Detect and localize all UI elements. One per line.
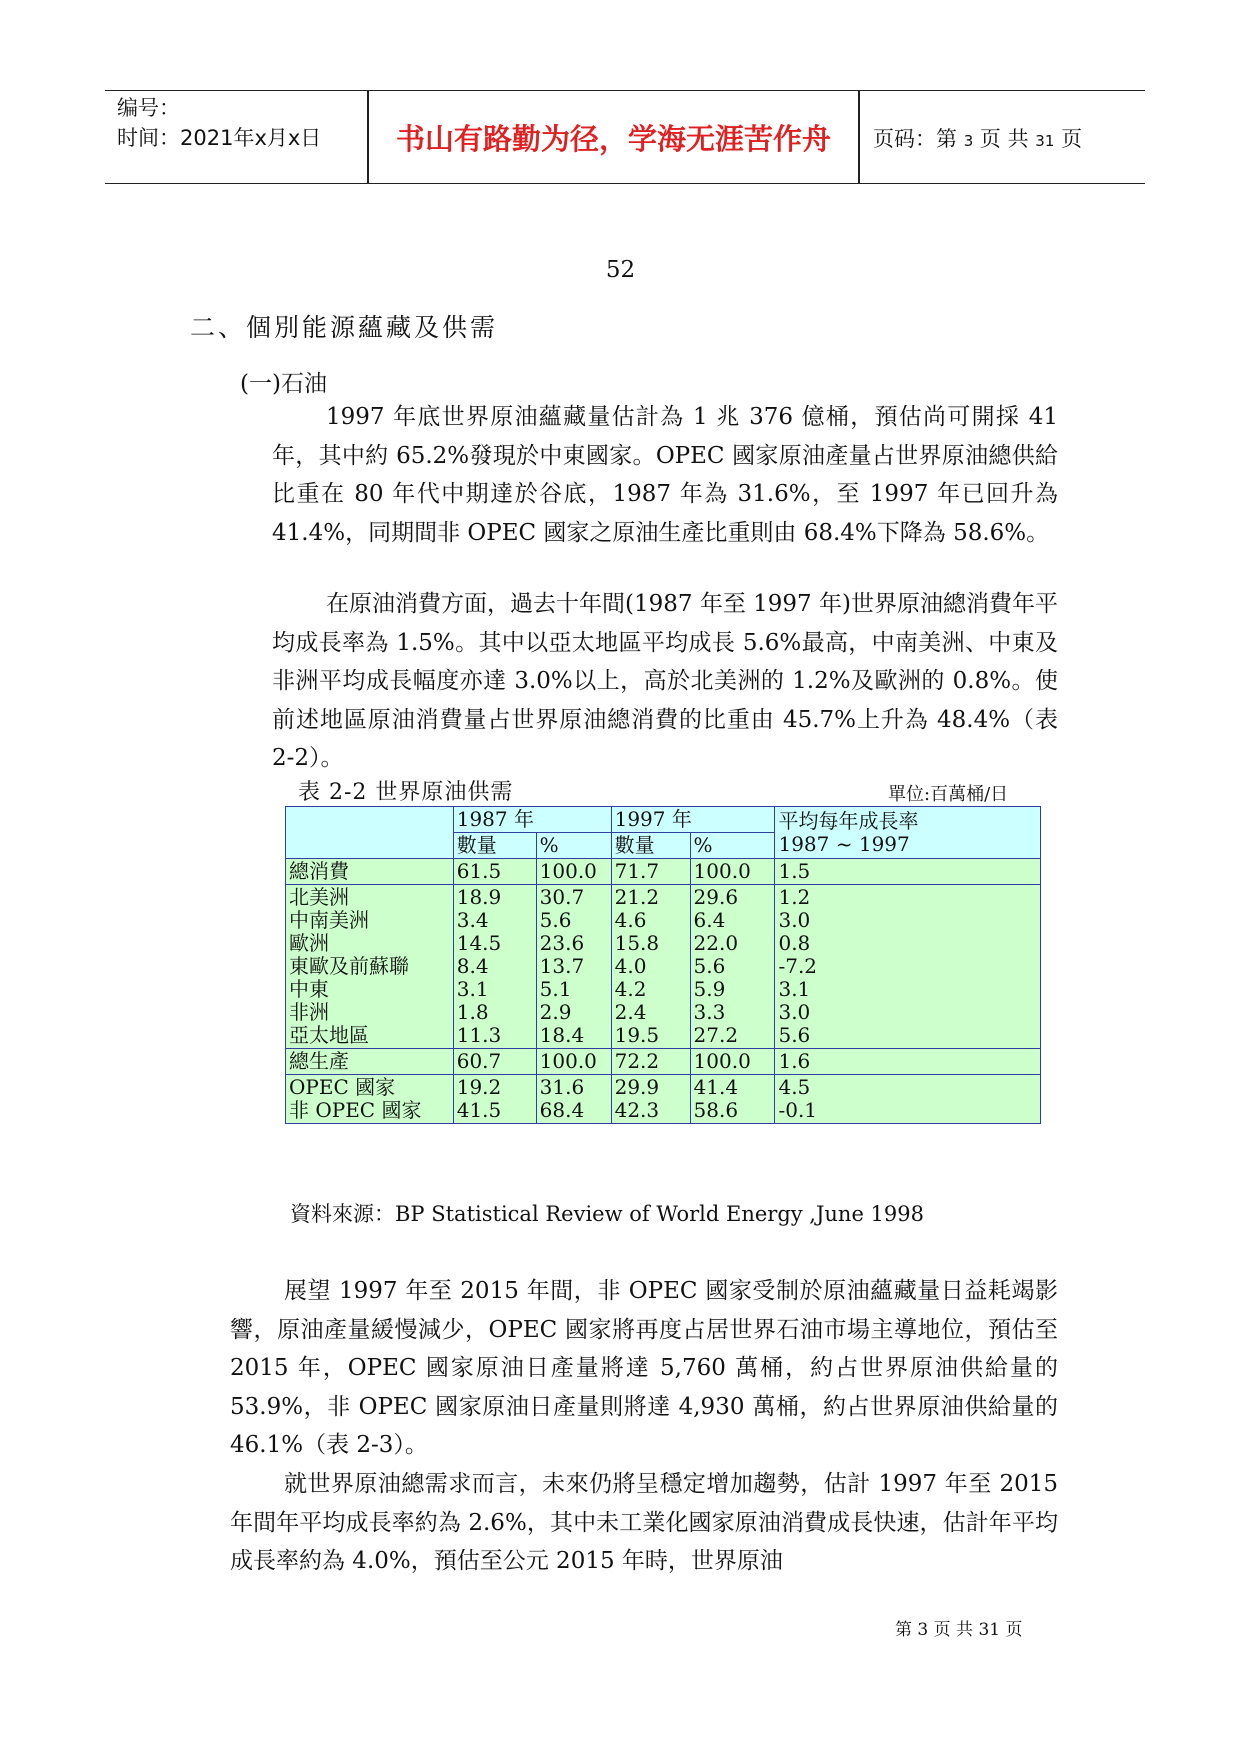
producer-labels xyxy=(286,1075,454,1124)
cell-value: -0.1 xyxy=(778,1098,818,1122)
footer-total: 31 xyxy=(978,1620,1001,1640)
pct-header: % xyxy=(690,833,775,859)
cell-value: 0.8 xyxy=(778,931,811,955)
page-number: 52 xyxy=(605,257,636,283)
cell-value: 2.4 xyxy=(614,1000,647,1024)
growth-header-label: 平均每年成長率 xyxy=(778,808,919,833)
producer-label: OPEC 國家 xyxy=(289,1075,396,1099)
cell-p87: 100.0 xyxy=(536,1049,611,1075)
cell-value: 13.7 xyxy=(539,954,585,978)
paragraph: 展望 1997 年至 2015 年間，非 OPEC 國家受制於原油蘊藏量日益耗竭影響，原油產量緩慢減少，OPEC 國家將再度占居世界石油市場主導地位，預估至 2015 年，OPEC 國家原油日產量將達 5,760 萬桶，約占世界原油供給量的 53.9%，非 OPEC 國家原油日產量則將達 4,930 萬桶，約占世界原油供給量的 46.1%（表 2-3）。 xyxy=(230,1278,1058,1458)
paragraph: 1997 年底世界原油蘊藏量估計為 1 兆 376 億桶，預估尚可開採 41 年，其中約 65.2%發現於中東國家。OPEC 國家原油產量占世界原油總供給比重在 80 年代中期達於谷底，1987 年為 31.6%，至 1997 年已回升為 41.4%，同期間非 OPEC 國家之原油生產比重則由 68.4%下降為 58.6%。 xyxy=(272,404,1058,546)
cell-value: 58.6 xyxy=(693,1098,739,1122)
time-label: 时间：2021年x月x日 xyxy=(117,126,322,150)
region-label: 中南美洲 xyxy=(289,908,369,932)
cell-value: 3.1 xyxy=(778,977,811,1001)
cell-value: 31.6 xyxy=(539,1075,585,1099)
table-row xyxy=(286,859,1041,885)
cell-q87: 61.5 xyxy=(453,859,536,885)
cell-value: 4.0 xyxy=(614,954,647,978)
table-caption: 表 2-2 世界原油供需 xyxy=(298,780,514,805)
region-labels xyxy=(286,885,454,1049)
producer-q87 xyxy=(453,1075,536,1124)
cell-value: 14.5 xyxy=(456,931,502,955)
cell-value: 18.4 xyxy=(539,1023,585,1047)
region-growth xyxy=(775,885,1041,1049)
table-row xyxy=(286,885,1041,1049)
cell-value: 29.6 xyxy=(693,885,739,909)
region-label: 非洲 xyxy=(289,1000,329,1024)
page-header xyxy=(105,90,1145,184)
cell-value: 5.1 xyxy=(539,977,572,1001)
footer-middle: 页 共 xyxy=(933,1620,974,1640)
cell-value: 18.9 xyxy=(456,885,502,909)
region-p87 xyxy=(536,885,611,1049)
page-current: 3 xyxy=(963,132,974,150)
region-label: 北美洲 xyxy=(289,885,349,909)
cell-value: 1.2 xyxy=(778,885,811,909)
table-corner-cell xyxy=(286,807,454,859)
cell-value: 29.9 xyxy=(614,1075,660,1099)
cell-growth: 1.5 xyxy=(775,859,1041,885)
page-total: 31 xyxy=(1035,132,1055,150)
cell-value: 22.0 xyxy=(693,931,739,955)
cell-value: 5.6 xyxy=(778,1023,811,1047)
region-label: 歐洲 xyxy=(289,931,329,955)
header-motto: 书山有路勤为径，学海无涯苦作舟 xyxy=(395,122,831,156)
producer-p87 xyxy=(536,1075,611,1124)
number-label: 编号： xyxy=(117,96,180,120)
cell-value: 5.6 xyxy=(539,908,572,932)
footer-suffix: 页 xyxy=(1005,1620,1023,1640)
cell-value: 21.2 xyxy=(614,885,660,909)
page-footer xyxy=(895,1615,1023,1640)
cell-value: 5.9 xyxy=(693,977,726,1001)
cell-value: 23.6 xyxy=(539,931,585,955)
section-title: 二、個別能源蘊藏及供需 xyxy=(190,313,499,342)
region-label: 亞太地區 xyxy=(289,1023,369,1047)
producer-growth xyxy=(775,1075,1041,1124)
cell-p97: 100.0 xyxy=(690,859,775,885)
cell-q87: 60.7 xyxy=(453,1049,536,1075)
growth-header-range: 1987 ~ 1997 xyxy=(778,831,910,856)
region-q87 xyxy=(453,885,536,1049)
cell-value: 5.6 xyxy=(693,954,726,978)
cell-value: 30.7 xyxy=(539,885,585,909)
cell-value: 3.1 xyxy=(456,977,489,1001)
table-row xyxy=(286,1075,1041,1124)
cell-value: 3.0 xyxy=(778,1000,811,1024)
pct-header: % xyxy=(536,833,611,859)
year-1997-header: 1997 年 xyxy=(611,807,775,833)
cell-value: 3.0 xyxy=(778,908,811,932)
cell-value: 2.9 xyxy=(539,1000,572,1024)
cell-q97: 71.7 xyxy=(611,859,690,885)
cell-value: -7.2 xyxy=(778,954,818,978)
cell-growth: 1.6 xyxy=(775,1049,1041,1075)
cell-p97: 100.0 xyxy=(690,1049,775,1075)
cell-value: 3.4 xyxy=(456,908,489,932)
qty-header: 數量 xyxy=(611,833,690,859)
region-p97 xyxy=(690,885,775,1049)
subsection-title: (一)石油 xyxy=(240,371,327,397)
page-prefix: 页码：第 xyxy=(873,127,957,151)
paragraph: 在原油消費方面，過去十年間(1987 年至 1997 年)世界原油總消費年平均成長率為 1.5%。其中以亞太地區平均成長 5.6%最高，中南美洲、中東及非洲平均成長幅度亦達 3.0%以上，高於北美洲的 1.2%及歐洲的 0.8%。使前述地區原油消費量占世界原油總消費的比重由 45.7%上升為 48.4%（表 2-2）。 xyxy=(272,591,1058,771)
oil-supply-demand-table xyxy=(285,806,1041,1124)
table-source: 資料來源：BP Statistical Review of World Energy ,June 1998 xyxy=(290,1202,924,1226)
footer-prefix: 第 xyxy=(895,1620,912,1640)
year-1987-header: 1987 年 xyxy=(453,807,611,833)
cell-value: 11.3 xyxy=(456,1023,502,1047)
cell-value: 4.5 xyxy=(778,1075,811,1099)
cell-value: 1.8 xyxy=(456,1000,489,1024)
cell-value: 8.4 xyxy=(456,954,489,978)
cell-p87: 100.0 xyxy=(536,859,611,885)
row-label: 總生產 xyxy=(286,1049,454,1075)
cell-value: 15.8 xyxy=(614,931,660,955)
header-meta xyxy=(117,93,321,153)
cell-value: 41.5 xyxy=(456,1098,502,1122)
cell-value: 27.2 xyxy=(693,1023,739,1047)
producer-p97 xyxy=(690,1075,775,1124)
cell-q97: 72.2 xyxy=(611,1049,690,1075)
cell-value: 6.4 xyxy=(693,908,726,932)
paragraph: 就世界原油總需求而言，未來仍將呈穩定增加趨勢，估計 1997 年至 2015 年間年平均成長率約為 2.6%，其中未工業化國家原油消費成長快速，估計年平均成長率約為 4.0%，預估至公元 2015 年時，世界原油 xyxy=(230,1471,1058,1574)
cell-value: 3.3 xyxy=(693,1000,726,1024)
producer-q97 xyxy=(611,1075,690,1124)
header-page-indicator xyxy=(873,123,1082,153)
cell-value: 4.6 xyxy=(614,908,647,932)
cell-value: 42.3 xyxy=(614,1098,660,1122)
cell-value: 68.4 xyxy=(539,1098,585,1122)
qty-header: 數量 xyxy=(453,833,536,859)
header-divider xyxy=(858,91,860,183)
row-label: 總消費 xyxy=(286,859,454,885)
table-row xyxy=(286,1049,1041,1075)
cell-value: 4.2 xyxy=(614,977,647,1001)
region-label: 中東 xyxy=(289,977,329,1001)
cell-value: 19.5 xyxy=(614,1023,660,1047)
page-middle: 页 共 xyxy=(979,127,1029,151)
cell-value: 41.4 xyxy=(693,1075,739,1099)
footer-current: 3 xyxy=(917,1620,929,1640)
region-label: 東歐及前蘇聯 xyxy=(289,954,409,978)
growth-header xyxy=(775,807,1041,859)
producer-label: 非 OPEC 國家 xyxy=(289,1098,422,1122)
cell-value: 19.2 xyxy=(456,1075,502,1099)
page-suffix: 页 xyxy=(1061,127,1083,151)
table-unit: 單位:百萬桶/日 xyxy=(888,784,1009,805)
region-q97 xyxy=(611,885,690,1049)
